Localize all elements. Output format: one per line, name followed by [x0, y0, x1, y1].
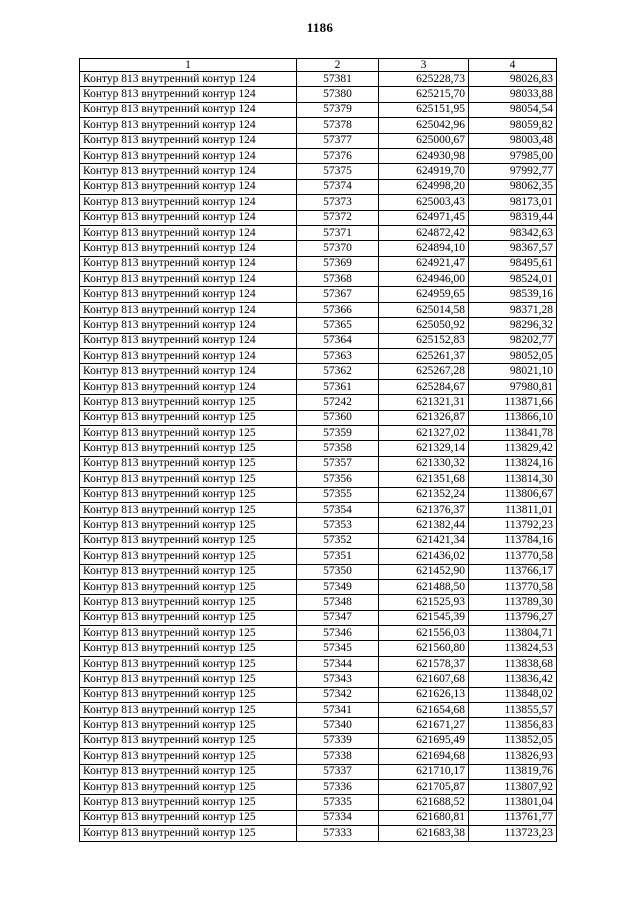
- table-row: [80, 779, 557, 794]
- contour-name-cell: Контур 813 внутренний контур 125: [80, 687, 297, 702]
- point-number-cell: 57338: [297, 749, 379, 764]
- contour-name-cell: Контур 813 внутренний контур 124: [80, 241, 297, 256]
- contour-name-cell: Контур 813 внутренний контур 125: [80, 518, 297, 533]
- point-number-cell: 57348: [297, 595, 379, 610]
- point-number-cell: 57365: [297, 318, 379, 333]
- y-coordinate-cell: 97985,00: [469, 148, 557, 163]
- contour-name-cell: Контур 813 внутренний контур 125: [80, 764, 297, 779]
- contour-name-cell: Контур 813 внутренний контур 125: [80, 626, 297, 641]
- contour-name-cell: Контур 813 внутренний контур 124: [80, 210, 297, 225]
- contour-name-cell: Контур 813 внутренний контур 125: [80, 533, 297, 548]
- point-number-cell: 57375: [297, 164, 379, 179]
- point-number-cell: 57362: [297, 364, 379, 379]
- y-coordinate-cell: 97980,81: [469, 379, 557, 394]
- y-coordinate-cell: 113796,27: [469, 610, 557, 625]
- x-coordinate-cell: 624894,10: [379, 241, 469, 256]
- contour-name-cell: Контур 813 внутренний контур 125: [80, 656, 297, 671]
- y-coordinate-cell: 113806,67: [469, 487, 557, 502]
- contour-name-cell: Контур 813 внутренний контур 125: [80, 487, 297, 502]
- contour-name-cell: Контур 813 внутренний контур 124: [80, 318, 297, 333]
- contour-name-cell: Контур 813 внутренний контур 124: [80, 302, 297, 317]
- x-coordinate-cell: 621695,49: [379, 733, 469, 748]
- x-coordinate-cell: 625284,67: [379, 379, 469, 394]
- contour-name-cell: Контур 813 внутренний контур 124: [80, 87, 297, 102]
- table-row: [80, 118, 557, 133]
- y-coordinate-cell: 113871,66: [469, 395, 557, 410]
- table-row: [80, 364, 557, 379]
- y-coordinate-cell: 97992,77: [469, 164, 557, 179]
- table-row: [80, 441, 557, 456]
- point-number-cell: 57335: [297, 795, 379, 810]
- x-coordinate-cell: 621376,37: [379, 502, 469, 517]
- table-row: [80, 102, 557, 117]
- table-row: [80, 210, 557, 225]
- contour-name-cell: Контур 813 внутренний контур 124: [80, 195, 297, 210]
- contour-name-cell: Контур 813 внутренний контур 125: [80, 395, 297, 410]
- table-row: [80, 579, 557, 594]
- y-coordinate-cell: 113784,16: [469, 533, 557, 548]
- table-row: [80, 502, 557, 517]
- x-coordinate-cell: 621694,68: [379, 749, 469, 764]
- y-coordinate-cell: 113811,01: [469, 502, 557, 517]
- table-row: [80, 733, 557, 748]
- point-number-cell: 57357: [297, 456, 379, 471]
- column-header-2: 2: [297, 59, 379, 72]
- x-coordinate-cell: 625228,73: [379, 72, 469, 87]
- x-coordinate-cell: 624872,42: [379, 225, 469, 240]
- point-number-cell: 57343: [297, 672, 379, 687]
- y-coordinate-cell: 113789,30: [469, 595, 557, 610]
- contour-name-cell: Контур 813 внутренний контур 125: [80, 579, 297, 594]
- contour-name-cell: Контур 813 внутренний контур 125: [80, 595, 297, 610]
- contour-name-cell: Контур 813 внутренний контур 124: [80, 333, 297, 348]
- table-row: [80, 349, 557, 364]
- point-number-cell: 57381: [297, 72, 379, 87]
- table-row: [80, 749, 557, 764]
- table-row: [80, 687, 557, 702]
- table-row: [80, 610, 557, 625]
- point-number-cell: 57350: [297, 564, 379, 579]
- contour-name-cell: Контур 813 внутренний контур 124: [80, 179, 297, 194]
- x-coordinate-cell: 621326,87: [379, 410, 469, 425]
- y-coordinate-cell: 113866,10: [469, 410, 557, 425]
- table-row: [80, 379, 557, 394]
- point-number-cell: 57351: [297, 549, 379, 564]
- contour-name-cell: Контур 813 внутренний контур 124: [80, 272, 297, 287]
- contour-name-cell: Контур 813 внутренний контур 125: [80, 718, 297, 733]
- table-row: [80, 179, 557, 194]
- table-row: [80, 764, 557, 779]
- table-row: [80, 333, 557, 348]
- y-coordinate-cell: 113852,05: [469, 733, 557, 748]
- contour-name-cell: Контур 813 внутренний контур 124: [80, 148, 297, 163]
- x-coordinate-cell: 625215,70: [379, 87, 469, 102]
- x-coordinate-cell: 621680,81: [379, 810, 469, 825]
- x-coordinate-cell: 625003,43: [379, 195, 469, 210]
- x-coordinate-cell: 621488,50: [379, 579, 469, 594]
- contour-name-cell: Контур 813 внутренний контур 125: [80, 826, 297, 841]
- column-header-3: 3: [379, 59, 469, 72]
- x-coordinate-cell: 621352,24: [379, 487, 469, 502]
- y-coordinate-cell: 113761,77: [469, 810, 557, 825]
- contour-name-cell: Контур 813 внутренний контур 125: [80, 795, 297, 810]
- table-row: [80, 87, 557, 102]
- table-row: [80, 549, 557, 564]
- x-coordinate-cell: 624959,65: [379, 287, 469, 302]
- contour-name-cell: Контур 813 внутренний контур 125: [80, 733, 297, 748]
- y-coordinate-cell: 113770,58: [469, 579, 557, 594]
- point-number-cell: 57344: [297, 656, 379, 671]
- table-row: [80, 225, 557, 240]
- x-coordinate-cell: 625042,96: [379, 118, 469, 133]
- contour-name-cell: Контур 813 внутренний контур 125: [80, 749, 297, 764]
- point-number-cell: 57337: [297, 764, 379, 779]
- table-row: [80, 656, 557, 671]
- x-coordinate-cell: 621683,38: [379, 826, 469, 841]
- contour-name-cell: Контур 813 внутренний контур 125: [80, 502, 297, 517]
- contour-name-cell: Контур 813 внутренний контур 125: [80, 703, 297, 718]
- point-number-cell: 57355: [297, 487, 379, 502]
- x-coordinate-cell: 624919,70: [379, 164, 469, 179]
- table-row: [80, 826, 557, 841]
- point-number-cell: 57370: [297, 241, 379, 256]
- point-number-cell: 57345: [297, 641, 379, 656]
- table-row: [80, 425, 557, 440]
- x-coordinate-cell: 624998,20: [379, 179, 469, 194]
- y-coordinate-cell: 98342,63: [469, 225, 557, 240]
- table-header-row: [80, 59, 557, 72]
- point-number-cell: 57339: [297, 733, 379, 748]
- column-header-1: 1: [80, 59, 297, 72]
- table-row: [80, 564, 557, 579]
- contour-name-cell: Контур 813 внутренний контур 124: [80, 256, 297, 271]
- table-row: [80, 487, 557, 502]
- x-coordinate-cell: 621329,14: [379, 441, 469, 456]
- contour-name-cell: Контур 813 внутренний контур 124: [80, 118, 297, 133]
- contour-name-cell: Контур 813 внутренний контур 125: [80, 810, 297, 825]
- x-coordinate-cell: 621556,03: [379, 626, 469, 641]
- point-number-cell: 57373: [297, 195, 379, 210]
- x-coordinate-cell: 621452,90: [379, 564, 469, 579]
- table-row: [80, 195, 557, 210]
- x-coordinate-cell: 621578,37: [379, 656, 469, 671]
- y-coordinate-cell: 98524,01: [469, 272, 557, 287]
- point-number-cell: 57366: [297, 302, 379, 317]
- x-coordinate-cell: 624971,45: [379, 210, 469, 225]
- point-number-cell: 57341: [297, 703, 379, 718]
- contour-name-cell: Контур 813 внутренний контур 125: [80, 641, 297, 656]
- table-row: [80, 410, 557, 425]
- contour-name-cell: Контур 813 внутренний контур 125: [80, 456, 297, 471]
- table-row: [80, 164, 557, 179]
- contour-name-cell: Контур 813 внутренний контур 124: [80, 379, 297, 394]
- point-number-cell: 57356: [297, 472, 379, 487]
- y-coordinate-cell: 98033,88: [469, 87, 557, 102]
- x-coordinate-cell: 621607,68: [379, 672, 469, 687]
- point-number-cell: 57346: [297, 626, 379, 641]
- y-coordinate-cell: 113829,42: [469, 441, 557, 456]
- x-coordinate-cell: 625151,95: [379, 102, 469, 117]
- y-coordinate-cell: 113770,58: [469, 549, 557, 564]
- y-coordinate-cell: 98062,35: [469, 179, 557, 194]
- point-number-cell: 57354: [297, 502, 379, 517]
- x-coordinate-cell: 621382,44: [379, 518, 469, 533]
- table-row: [80, 256, 557, 271]
- point-number-cell: 57380: [297, 87, 379, 102]
- x-coordinate-cell: 625267,28: [379, 364, 469, 379]
- point-number-cell: 57376: [297, 148, 379, 163]
- x-coordinate-cell: 621560,80: [379, 641, 469, 656]
- point-number-cell: 57369: [297, 256, 379, 271]
- x-coordinate-cell: 621688,52: [379, 795, 469, 810]
- y-coordinate-cell: 113826,93: [469, 749, 557, 764]
- point-number-cell: 57363: [297, 349, 379, 364]
- contour-name-cell: Контур 813 внутренний контур 124: [80, 225, 297, 240]
- y-coordinate-cell: 98026,83: [469, 72, 557, 87]
- x-coordinate-cell: 621327,02: [379, 425, 469, 440]
- point-number-cell: 57374: [297, 179, 379, 194]
- y-coordinate-cell: 98539,16: [469, 287, 557, 302]
- y-coordinate-cell: 98003,48: [469, 133, 557, 148]
- point-number-cell: 57371: [297, 225, 379, 240]
- contour-name-cell: Контур 813 внутренний контур 125: [80, 564, 297, 579]
- contour-name-cell: Контур 813 внутренний контур 125: [80, 672, 297, 687]
- table-row: [80, 672, 557, 687]
- table-row: [80, 703, 557, 718]
- x-coordinate-cell: 621436,02: [379, 549, 469, 564]
- x-coordinate-cell: 625152,83: [379, 333, 469, 348]
- y-coordinate-cell: 98367,57: [469, 241, 557, 256]
- table-row: [80, 595, 557, 610]
- x-coordinate-cell: 624946,00: [379, 272, 469, 287]
- x-coordinate-cell: 621421,34: [379, 533, 469, 548]
- y-coordinate-cell: 113856,83: [469, 718, 557, 733]
- y-coordinate-cell: 98173,01: [469, 195, 557, 210]
- table-row: [80, 718, 557, 733]
- x-coordinate-cell: 624921,47: [379, 256, 469, 271]
- point-number-cell: 57352: [297, 533, 379, 548]
- y-coordinate-cell: 113804,71: [469, 626, 557, 641]
- point-number-cell: 57353: [297, 518, 379, 533]
- x-coordinate-cell: 621545,39: [379, 610, 469, 625]
- point-number-cell: 57364: [297, 333, 379, 348]
- y-coordinate-cell: 98054,54: [469, 102, 557, 117]
- point-number-cell: 57333: [297, 826, 379, 841]
- y-coordinate-cell: 113723,23: [469, 826, 557, 841]
- contour-name-cell: Контур 813 внутренний контур 125: [80, 610, 297, 625]
- point-number-cell: 57367: [297, 287, 379, 302]
- y-coordinate-cell: 113819,76: [469, 764, 557, 779]
- point-number-cell: 57340: [297, 718, 379, 733]
- point-number-cell: 57349: [297, 579, 379, 594]
- y-coordinate-cell: 113824,16: [469, 456, 557, 471]
- point-number-cell: 57342: [297, 687, 379, 702]
- x-coordinate-cell: 621671,27: [379, 718, 469, 733]
- contour-name-cell: Контур 813 внутренний контур 125: [80, 779, 297, 794]
- table-row: [80, 395, 557, 410]
- x-coordinate-cell: 621654,68: [379, 703, 469, 718]
- point-number-cell: 57359: [297, 425, 379, 440]
- contour-name-cell: Контур 813 внутренний контур 124: [80, 72, 297, 87]
- point-number-cell: 57334: [297, 810, 379, 825]
- y-coordinate-cell: 98319,44: [469, 210, 557, 225]
- point-number-cell: 57336: [297, 779, 379, 794]
- x-coordinate-cell: 625261,37: [379, 349, 469, 364]
- x-coordinate-cell: 621321,31: [379, 395, 469, 410]
- x-coordinate-cell: 625014,58: [379, 302, 469, 317]
- contour-name-cell: Контур 813 внутренний контур 124: [80, 102, 297, 117]
- y-coordinate-cell: 113807,92: [469, 779, 557, 794]
- coordinates-table: [79, 58, 557, 842]
- point-number-cell: 57360: [297, 410, 379, 425]
- contour-name-cell: Контур 813 внутренний контур 124: [80, 133, 297, 148]
- table-row: [80, 626, 557, 641]
- contour-name-cell: Контур 813 внутренний контур 125: [80, 549, 297, 564]
- point-number-cell: 57361: [297, 379, 379, 394]
- x-coordinate-cell: 621330,32: [379, 456, 469, 471]
- y-coordinate-cell: 113801,04: [469, 795, 557, 810]
- y-coordinate-cell: 98296,32: [469, 318, 557, 333]
- point-number-cell: 57379: [297, 102, 379, 117]
- point-number-cell: 57347: [297, 610, 379, 625]
- x-coordinate-cell: 625000,67: [379, 133, 469, 148]
- contour-name-cell: Контур 813 внутренний контур 125: [80, 425, 297, 440]
- contour-name-cell: Контур 813 внутренний контур 125: [80, 410, 297, 425]
- contour-name-cell: Контур 813 внутренний контур 124: [80, 349, 297, 364]
- y-coordinate-cell: 113792,23: [469, 518, 557, 533]
- y-coordinate-cell: 98202,77: [469, 333, 557, 348]
- table-row: [80, 148, 557, 163]
- y-coordinate-cell: 98021,10: [469, 364, 557, 379]
- y-coordinate-cell: 113838,68: [469, 656, 557, 671]
- y-coordinate-cell: 113836,42: [469, 672, 557, 687]
- page-number: 1186: [306, 20, 334, 35]
- table-row: [80, 533, 557, 548]
- x-coordinate-cell: 621525,93: [379, 595, 469, 610]
- x-coordinate-cell: 621626,13: [379, 687, 469, 702]
- x-coordinate-cell: 624930,98: [379, 148, 469, 163]
- x-coordinate-cell: 621710,17: [379, 764, 469, 779]
- y-coordinate-cell: 113855,57: [469, 703, 557, 718]
- table-row: [80, 287, 557, 302]
- point-number-cell: 57358: [297, 441, 379, 456]
- contour-name-cell: Контур 813 внутренний контур 124: [80, 364, 297, 379]
- table-row: [80, 518, 557, 533]
- x-coordinate-cell: 625050,92: [379, 318, 469, 333]
- y-coordinate-cell: 113841,78: [469, 425, 557, 440]
- y-coordinate-cell: 98059,82: [469, 118, 557, 133]
- y-coordinate-cell: 98495,61: [469, 256, 557, 271]
- y-coordinate-cell: 98371,28: [469, 302, 557, 317]
- point-number-cell: 57378: [297, 118, 379, 133]
- point-number-cell: 57372: [297, 210, 379, 225]
- x-coordinate-cell: 621705,87: [379, 779, 469, 794]
- contour-name-cell: Контур 813 внутренний контур 124: [80, 287, 297, 302]
- y-coordinate-cell: 113824,53: [469, 641, 557, 656]
- point-number-cell: 57242: [297, 395, 379, 410]
- table-body: [80, 72, 557, 842]
- column-header-4: 4: [469, 59, 557, 72]
- table-row: [80, 72, 557, 87]
- point-number-cell: 57377: [297, 133, 379, 148]
- y-coordinate-cell: 113766,17: [469, 564, 557, 579]
- contour-name-cell: Контур 813 внутренний контур 124: [80, 164, 297, 179]
- table-row: [80, 241, 557, 256]
- table-row: [80, 318, 557, 333]
- y-coordinate-cell: 98052,05: [469, 349, 557, 364]
- table-row: [80, 133, 557, 148]
- point-number-cell: 57368: [297, 272, 379, 287]
- table-row: [80, 302, 557, 317]
- y-coordinate-cell: 113848,02: [469, 687, 557, 702]
- contour-name-cell: Контур 813 внутренний контур 125: [80, 441, 297, 456]
- y-coordinate-cell: 113814,30: [469, 472, 557, 487]
- table-row: [80, 272, 557, 287]
- table-row: [80, 456, 557, 471]
- contour-name-cell: Контур 813 внутренний контур 125: [80, 472, 297, 487]
- table-row: [80, 472, 557, 487]
- table-row: [80, 795, 557, 810]
- table-row: [80, 641, 557, 656]
- x-coordinate-cell: 621351,68: [379, 472, 469, 487]
- table-row: [80, 810, 557, 825]
